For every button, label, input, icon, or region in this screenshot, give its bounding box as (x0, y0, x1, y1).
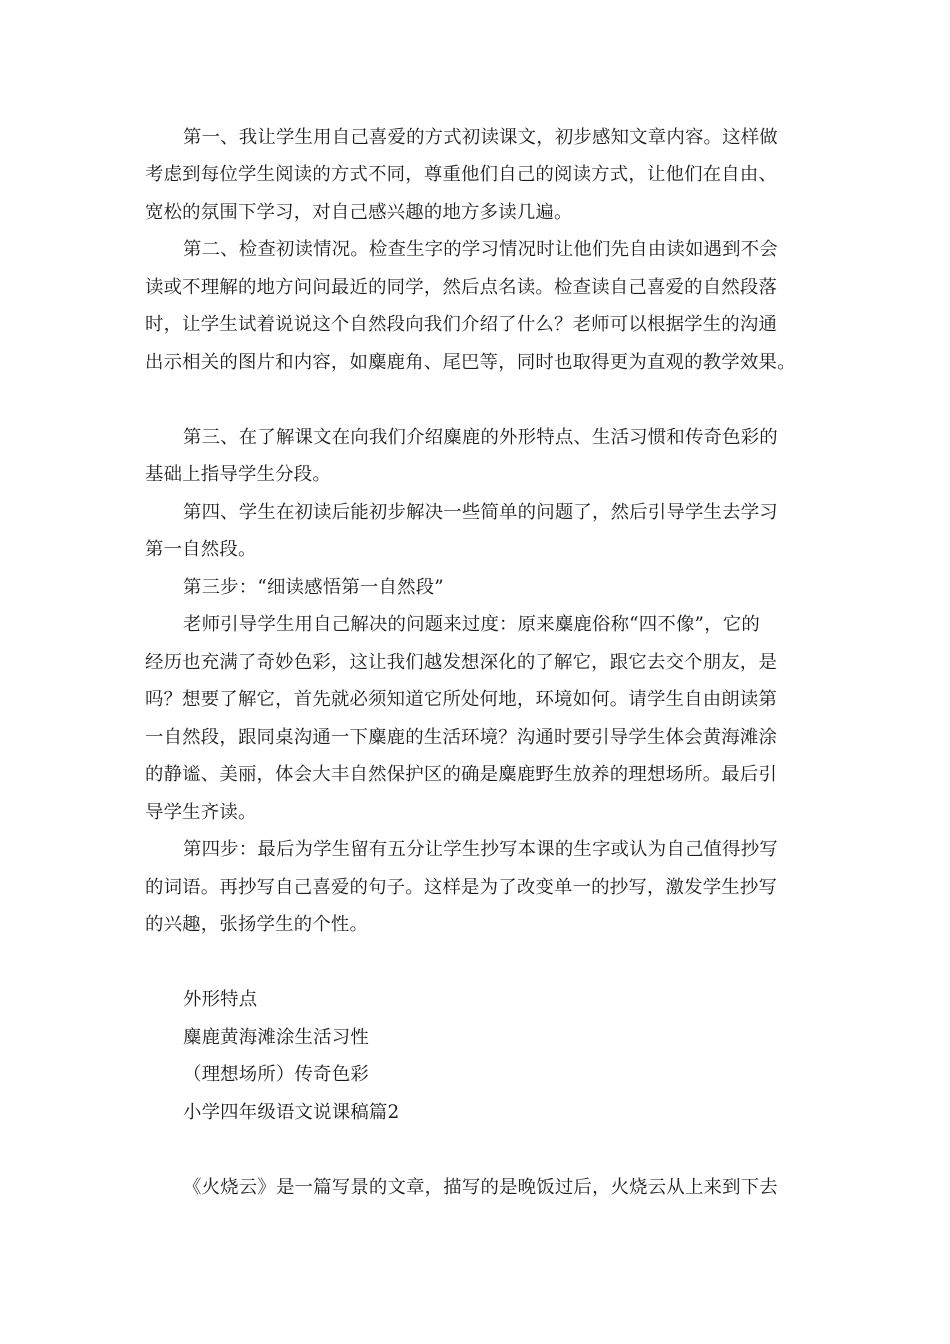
paragraph-1-line-1: 第一、我让学生用自己喜爱的方式初读课文，初步感知文章内容。这样做 (183, 127, 778, 148)
board-line-3: （理想场所）传奇色彩 (183, 1064, 369, 1085)
paragraph-7-line-1: 《火烧云》是一篇写景的文章，描写的是晚饭过后，火烧云从上来到下去 (183, 1177, 778, 1198)
paragraph-1-line-2: 考虑到每位学生阅读的方式不同，尊重他们自己的阅读方式，让他们在自由、 (145, 164, 778, 185)
paragraph-5-line-5: 的静谧、美丽，体会大丰自然保护区的确是麋鹿野生放养的理想场所。最后引 (145, 764, 778, 785)
paragraph-2-line-4: 出示相关的图片和内容，如麋鹿角、尾巴等，同时也取得更为直观的教学效果。 (145, 352, 796, 373)
paragraph-4-line-1: 第四、学生在初读后能初步解决一些简单的问题了，然后引导学生去学习 (183, 502, 778, 523)
paragraph-3-line-2: 基础上指导学生分段。 (145, 464, 331, 485)
board-line-2: 麋鹿黄海滩涂生活习性 (183, 1027, 369, 1048)
section-title: 小学四年级语文说课稿篇2 (183, 1102, 400, 1123)
paragraph-5-line-2: 经历也充满了奇妙色彩，这让我们越发想深化的了解它，跟它去交个朋友，是 (145, 652, 778, 673)
paragraph-5-line-3: 吗？想要了解它，首先就必须知道它所处何地，环境如何。请学生自由朗读第 (145, 689, 778, 710)
paragraph-5-line-1: 老师引导学生用自己解决的问题来过度：原来麋鹿俗称“四不像”，它的 (183, 614, 760, 635)
paragraph-5-line-6: 导学生齐读。 (145, 802, 257, 823)
paragraph-6-line-2: 的词语。再抄写自己喜爱的句子。这样是为了改变单一的抄写，激发学生抄写 (145, 877, 778, 898)
paragraph-2-line-3: 时，让学生试着说说这个自然段向我们介绍了什么？老师可以根据学生的沟通 (145, 314, 778, 335)
paragraph-2-line-1: 第二、检查初读情况。检查生字的学习情况时让他们先自由读如遇到不会 (183, 239, 778, 260)
paragraph-6-line-3: 的兴趣，张扬学生的个性。 (145, 914, 369, 935)
paragraph-4-line-2: 第一自然段。 (145, 539, 257, 560)
step-three-heading: 第三步：“细读感悟第一自然段” (183, 577, 444, 598)
paragraph-1-line-3: 宽松的氛围下学习，对自己感兴趣的地方多读几遍。 (145, 202, 573, 223)
paragraph-5-line-4: 一自然段，跟同桌沟通一下麋鹿的生活环境？沟通时要引导学生体会黄海滩涂 (145, 727, 778, 748)
paragraph-6-line-1: 第四步：最后为学生留有五分让学生抄写本课的生字或认为自己值得抄写 (183, 839, 778, 860)
paragraph-3-line-1: 第三、在了解课文在向我们介绍麋鹿的外形特点、生活习惯和传奇色彩的 (183, 427, 778, 448)
board-line-1: 外形特点 (183, 989, 258, 1010)
paragraph-2-line-2: 读或不理解的地方问问最近的同学，然后点名读。检查读自己喜爱的自然段落 (145, 277, 778, 298)
